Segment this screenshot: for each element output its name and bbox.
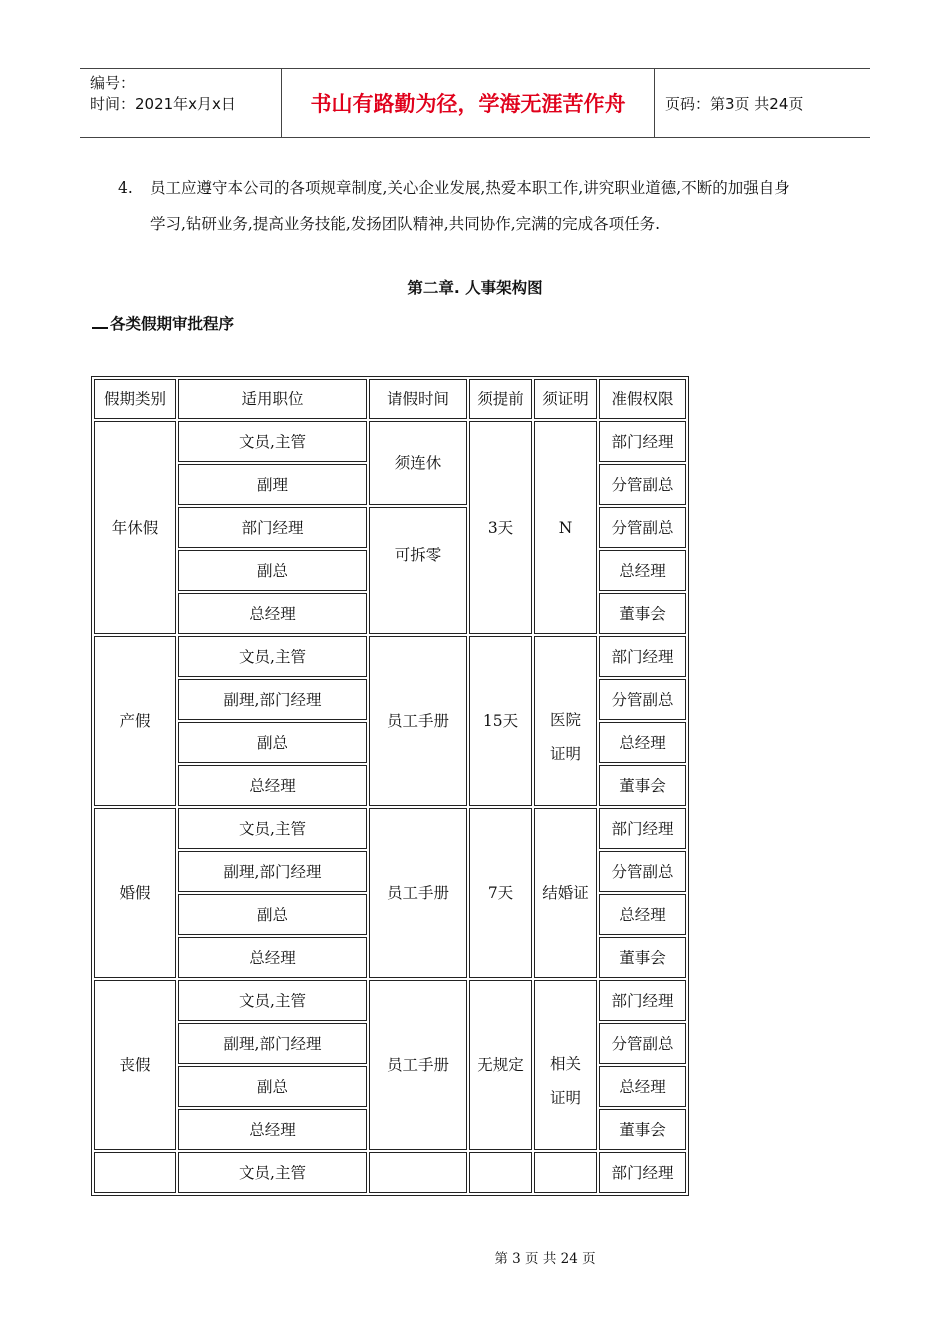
advance-cell: 7天 xyxy=(469,808,532,978)
advance-cell: 无规定 xyxy=(469,980,532,1150)
rule-paragraph xyxy=(118,170,858,242)
approver-cell: 部门经理 xyxy=(599,808,686,849)
proof-line: 证明 xyxy=(549,1089,581,1107)
position-cell: 文员,主管 xyxy=(178,421,367,462)
paragraph-number: 4. xyxy=(118,179,133,197)
table-row xyxy=(94,808,686,849)
approver-cell: 总经理 xyxy=(599,722,686,763)
position-cell: 总经理 xyxy=(178,937,367,978)
header-motto: 书山有路勤为径，学海无涯苦作舟 xyxy=(282,69,655,137)
approver-cell: 总经理 xyxy=(599,894,686,935)
leave-time-cell: 员工手册 xyxy=(369,636,467,806)
paragraph-line-2: 学习,钻研业务,提高业务技能,发扬团队精神,共同协作,完满的完成各项任务. xyxy=(150,215,661,233)
serial-label: 编号： xyxy=(90,74,136,92)
position-cell: 文员,主管 xyxy=(178,636,367,677)
position-cell: 总经理 xyxy=(178,593,367,634)
approver-cell: 分管副总 xyxy=(599,1023,686,1064)
approver-cell: 分管副总 xyxy=(599,507,686,548)
proof-line: 证明 xyxy=(549,745,581,763)
position-cell: 部门经理 xyxy=(178,507,367,548)
paragraph-line-1: 员工应遵守本公司的各项规章制度,关心企业发展,热爱本职工作,讲究职业道德,不断的加强自身 xyxy=(150,179,790,197)
position-cell: 副总 xyxy=(178,550,367,591)
approver-cell: 部门经理 xyxy=(599,421,686,462)
table-row xyxy=(94,421,686,462)
position-cell: 文员,主管 xyxy=(178,808,367,849)
time-label: 时间：2021年x月x日 xyxy=(90,95,236,113)
advance-cell: 3天 xyxy=(469,421,532,634)
table-row xyxy=(94,980,686,1021)
advance-cell: 15天 xyxy=(469,636,532,806)
approver-cell: 分管副总 xyxy=(599,679,686,720)
leave-time-cell: 员工手册 xyxy=(369,808,467,978)
leave-time-cell: 员工手册 xyxy=(369,980,467,1150)
approver-cell: 分管副总 xyxy=(599,464,686,505)
category-cell: 婚假 xyxy=(94,808,176,978)
approver-cell: 董事会 xyxy=(599,593,686,634)
approver-cell: 董事会 xyxy=(599,1109,686,1150)
header-cell: 请假时间 xyxy=(369,379,467,419)
position-cell: 总经理 xyxy=(178,765,367,806)
approver-cell: 总经理 xyxy=(599,1066,686,1107)
proof-line: 医院 xyxy=(549,711,581,729)
leave-time-cell: 须连休 xyxy=(369,421,467,505)
position-cell: 文员,主管 xyxy=(178,980,367,1021)
category-cell: 年休假 xyxy=(94,421,176,634)
proof-cell: 结婚证 xyxy=(534,808,597,978)
header-page-info: 页码：第3页 共24页 xyxy=(665,94,804,113)
approver-cell: 部门经理 xyxy=(599,1152,686,1193)
position-cell: 副理,部门经理 xyxy=(178,679,367,720)
approver-cell: 总经理 xyxy=(599,550,686,591)
proof-cell xyxy=(534,636,597,806)
category-cell: 产假 xyxy=(94,636,176,806)
header-cell: 假期类别 xyxy=(94,379,176,419)
position-cell: 副理,部门经理 xyxy=(178,1023,367,1064)
proof-line: 相关 xyxy=(549,1055,581,1073)
position-cell: 副总 xyxy=(178,1066,367,1107)
position-cell: 副理,部门经理 xyxy=(178,851,367,892)
category-cell xyxy=(94,1152,176,1193)
table-row xyxy=(94,636,686,677)
position-cell: 副总 xyxy=(178,722,367,763)
table-row xyxy=(94,1152,686,1193)
header-cell: 须提前 xyxy=(469,379,532,419)
approver-cell: 部门经理 xyxy=(599,980,686,1021)
table-header-row xyxy=(94,379,686,419)
approver-cell: 分管副总 xyxy=(599,851,686,892)
approver-cell: 董事会 xyxy=(599,937,686,978)
proof-cell xyxy=(534,980,597,1150)
category-cell: 丧假 xyxy=(94,980,176,1150)
proof-cell xyxy=(534,1152,597,1193)
position-cell: 总经理 xyxy=(178,1109,367,1150)
header-cell: 须证明 xyxy=(534,379,597,419)
table-row xyxy=(94,507,686,548)
underline-mark xyxy=(92,314,108,329)
chapter-title: 第二章. 人事架构图 xyxy=(407,279,543,297)
approver-cell: 董事会 xyxy=(599,765,686,806)
page-header xyxy=(80,68,870,138)
advance-cell xyxy=(469,1152,532,1193)
page-footer: 第 3 页 共 24 页 xyxy=(494,1251,596,1267)
proof-cell: N xyxy=(534,421,597,634)
leave-time-cell xyxy=(369,1152,467,1193)
section-title-text: 各类假期审批程序 xyxy=(110,315,235,333)
header-cell: 适用职位 xyxy=(178,379,367,419)
section-title xyxy=(92,312,234,334)
header-meta xyxy=(80,69,282,137)
leave-approval-table xyxy=(91,376,689,1196)
position-cell: 副总 xyxy=(178,894,367,935)
position-cell: 文员,主管 xyxy=(178,1152,367,1193)
approver-cell: 部门经理 xyxy=(599,636,686,677)
header-cell: 准假权限 xyxy=(599,379,686,419)
position-cell: 副理 xyxy=(178,464,367,505)
leave-time-cell: 可拆零 xyxy=(369,507,467,634)
